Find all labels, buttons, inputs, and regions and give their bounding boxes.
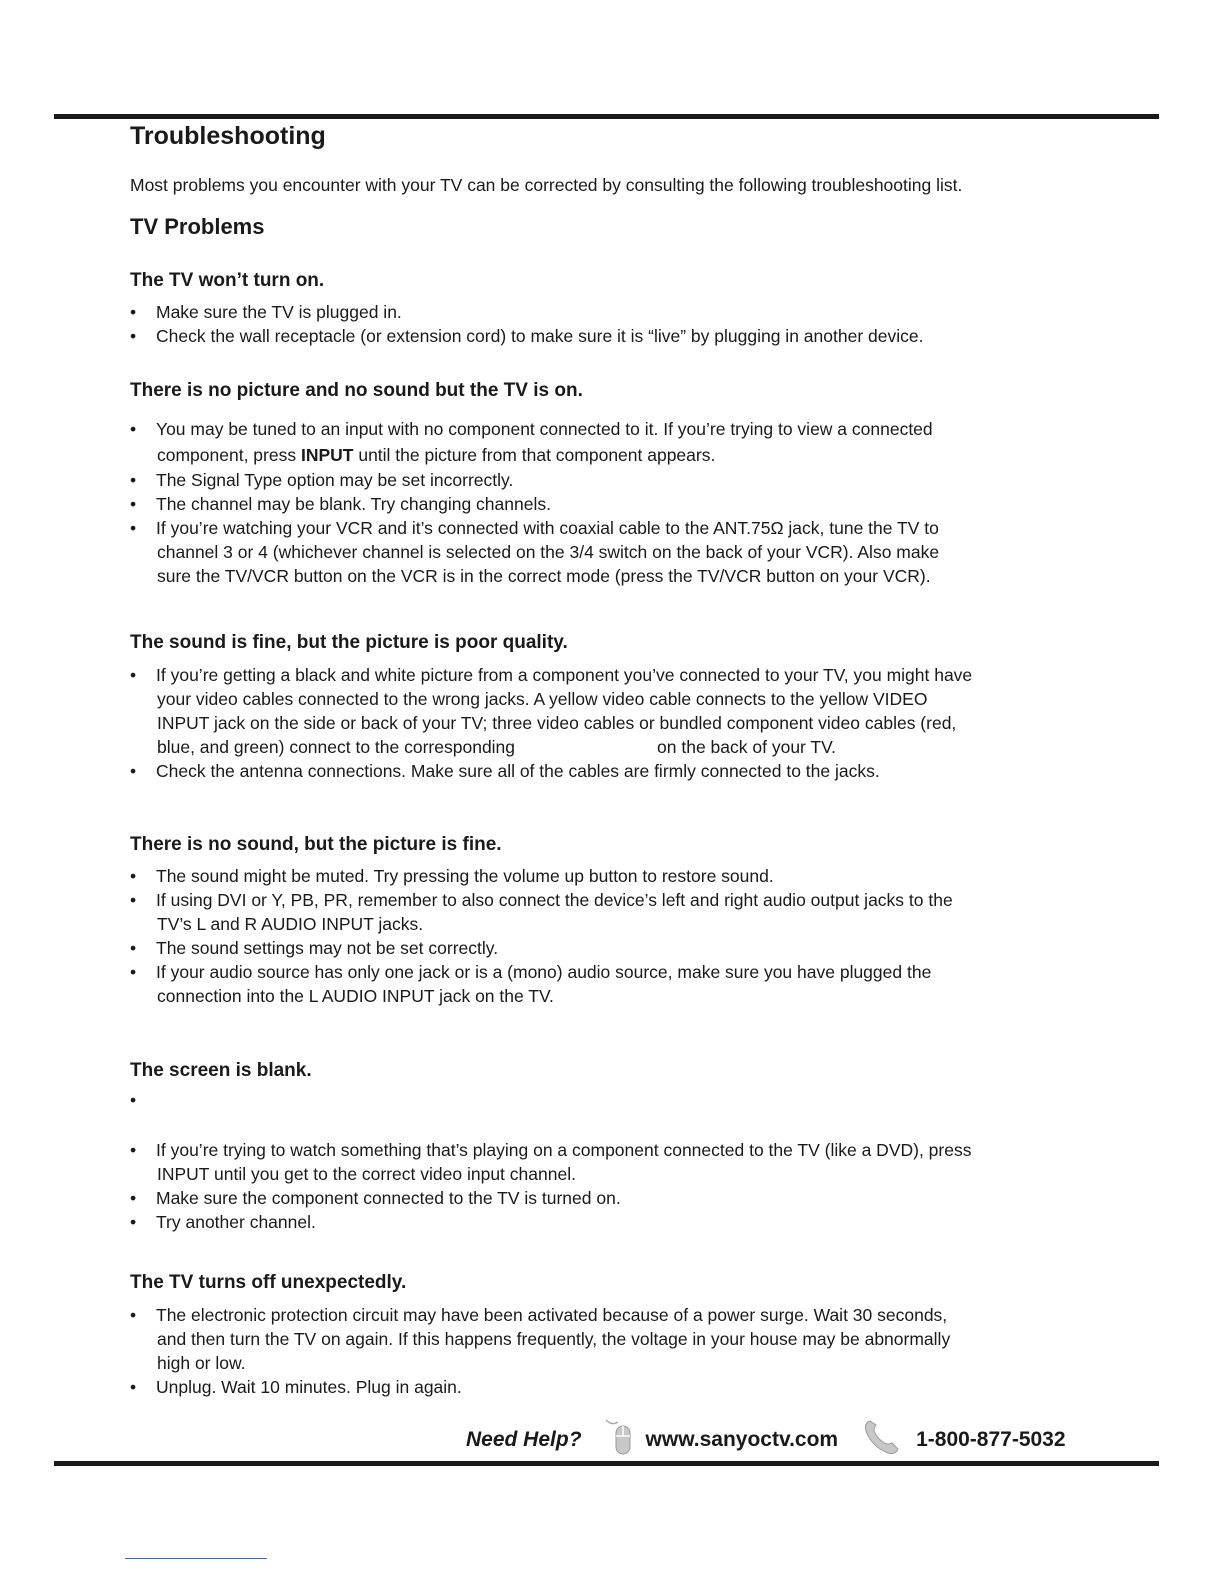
list-item bbox=[130, 1375, 1090, 1399]
bullet: • bbox=[130, 1377, 137, 1397]
list-item-text: TV’s L and R AUDIO INPUT jacks. bbox=[157, 914, 424, 934]
problem-heading: The screen is blank. bbox=[130, 1060, 312, 1081]
bullet: • bbox=[130, 962, 137, 982]
bullet: • bbox=[130, 1188, 137, 1208]
bullet: • bbox=[130, 866, 137, 886]
list-item-text: The sound might be muted. Try pressing the volume up button to restore sound. bbox=[156, 866, 774, 886]
section-title: TV Problems bbox=[130, 214, 265, 239]
problem-list bbox=[130, 300, 1090, 348]
list-item-text: The channel may be blank. Try changing channels. bbox=[156, 494, 551, 514]
list-item-text: If you’re trying to watch something that’s playing on a component connected to the TV (like a DVD), press bbox=[156, 1140, 972, 1160]
list-item bbox=[130, 300, 1090, 324]
list-item-text: high or low. bbox=[157, 1353, 246, 1373]
list-item-text: INPUT jack on the side or back of your TV; three video cables or bundled component video cables (red, bbox=[157, 713, 957, 733]
list-item bbox=[130, 960, 1090, 1008]
list-item-text: Make sure the component connected to the TV is turned on. bbox=[156, 1188, 621, 1208]
page-title: Troubleshooting bbox=[130, 122, 326, 150]
list-item-text: Make sure the TV is plugged in. bbox=[156, 302, 402, 322]
list-item bbox=[130, 888, 1090, 936]
list-item bbox=[130, 516, 1090, 588]
problem-heading: There is no sound, but the picture is fine. bbox=[130, 834, 502, 855]
bullet: • bbox=[130, 518, 137, 538]
website-link[interactable]: www.sanyoctv.com bbox=[645, 1428, 839, 1451]
list-item bbox=[130, 864, 1090, 888]
list-item bbox=[130, 416, 1090, 468]
bullet: • bbox=[130, 494, 137, 514]
list-item bbox=[130, 1186, 1090, 1210]
bullet: • bbox=[130, 419, 137, 439]
empty-bullet: • bbox=[130, 1090, 137, 1110]
bullet: • bbox=[130, 1140, 137, 1160]
list-item-text: The electronic protection circuit may have been activated because of a power surge. Wait 30 seconds, bbox=[156, 1305, 948, 1325]
bullet: • bbox=[130, 1212, 137, 1232]
mouse-icon bbox=[602, 1416, 636, 1464]
list-item-text: Unplug. Wait 10 minutes. Plug in again. bbox=[156, 1377, 462, 1397]
input-keyword: INPUT bbox=[300, 445, 354, 465]
list-item-text: If using DVI or Y, PB, PR, remember to also connect the device’s left and right audio output jacks to the bbox=[156, 890, 953, 910]
bullet: • bbox=[130, 326, 137, 346]
list-item bbox=[130, 936, 1090, 960]
problem-heading: The TV turns off unexpectedly. bbox=[130, 1272, 407, 1293]
phone-icon bbox=[862, 1417, 902, 1463]
list-item-text: If you’re getting a black and white picture from a component you’ve connected to your TV, you might have bbox=[156, 665, 973, 685]
list-item-text: If your audio source has only one jack or is a (mono) audio source, make sure you have plugged the bbox=[156, 962, 932, 982]
list-item-text: connection into the L AUDIO INPUT jack on the TV. bbox=[157, 986, 554, 1006]
list-item-text: Check the wall receptacle (or extension cord) to make sure it is “live” by plugging in another device. bbox=[156, 326, 924, 346]
bullet: • bbox=[130, 1305, 137, 1325]
bullet: • bbox=[130, 470, 137, 490]
bullet: • bbox=[130, 665, 137, 685]
list-item-text: INPUT until you get to the correct video input channel. bbox=[157, 1164, 576, 1184]
bullet: • bbox=[130, 938, 137, 958]
list-item bbox=[130, 468, 1090, 492]
bullet: • bbox=[130, 302, 137, 322]
list-item-text: component, press INPUT until the picture from that component appears. bbox=[157, 445, 716, 465]
list-item-text: blue, and green) connect to the corresponding on the back of your TV. bbox=[157, 737, 837, 757]
intro-text: Most problems you encounter with your TV can be corrected by consulting the following troubleshooting list. bbox=[130, 175, 963, 195]
list-item-text: Check the antenna connections. Make sure all of the cables are firmly connected to the jacks. bbox=[156, 761, 880, 781]
need-help-label: Need Help? bbox=[466, 1428, 582, 1451]
list-item bbox=[130, 1138, 1090, 1186]
list-item-text: The sound settings may not be set correctly. bbox=[156, 938, 499, 958]
phone-number: 1-800-877-5032 bbox=[916, 1428, 1066, 1451]
problem-list bbox=[130, 663, 1090, 783]
problem-heading: The sound is fine, but the picture is poor quality. bbox=[130, 632, 568, 653]
list-item bbox=[130, 324, 1090, 348]
bottom-rule bbox=[54, 1461, 1159, 1466]
list-item-text: You may be tuned to an input with no component connected to it. If you’re trying to view a connected bbox=[156, 419, 933, 439]
list-item bbox=[130, 1303, 1090, 1375]
underline-mark bbox=[125, 1558, 267, 1559]
list-item bbox=[130, 1210, 1090, 1234]
help-footer bbox=[466, 1420, 1066, 1460]
list-item-text: Try another channel. bbox=[156, 1212, 316, 1232]
bullet: • bbox=[130, 761, 137, 781]
problem-list bbox=[130, 1138, 1090, 1234]
list-item-text: and then turn the TV on again. If this happens frequently, the voltage in your house may be abnormally bbox=[157, 1329, 951, 1349]
bullet: • bbox=[130, 890, 137, 910]
problem-heading: There is no picture and no sound but the TV is on. bbox=[130, 380, 583, 401]
problem-list bbox=[130, 416, 1090, 588]
list-item-text: channel 3 or 4 (whichever channel is selected on the 3/4 switch on the back of your VCR). Also make bbox=[157, 542, 940, 562]
problem-list bbox=[130, 864, 1090, 1008]
problem-list bbox=[130, 1303, 1090, 1399]
list-item bbox=[130, 759, 1090, 783]
list-item bbox=[130, 663, 1090, 759]
list-item bbox=[130, 492, 1090, 516]
list-item-text: If you’re watching your VCR and it’s connected with coaxial cable to the ANT.75Ω jack, tune the TV to bbox=[156, 518, 939, 538]
problem-heading: The TV won’t turn on. bbox=[130, 270, 325, 291]
top-rule bbox=[54, 114, 1159, 119]
list-item-text: your video cables connected to the wrong jacks. A yellow video cable connects to the yellow VIDEO bbox=[157, 689, 928, 709]
list-item-text: The Signal Type option may be set incorrectly. bbox=[156, 470, 514, 490]
list-item-text: sure the TV/VCR button on the VCR is in the correct mode (press the TV/VCR button on your VCR). bbox=[157, 566, 931, 586]
